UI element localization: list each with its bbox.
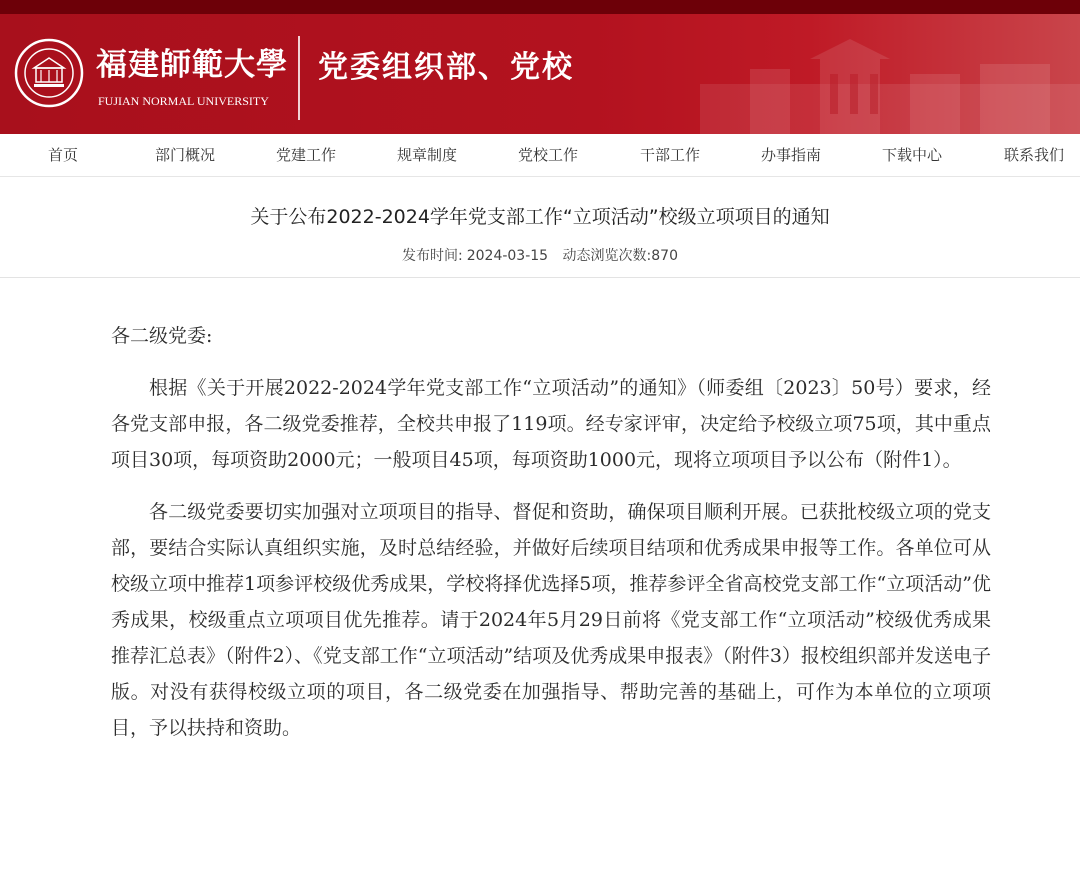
- article-title: 关于公布2022-2024学年党支部工作“立项活动”校级立项项目的通知: [250, 206, 830, 228]
- top-strip: [0, 0, 1080, 14]
- nav-item-guide[interactable]: 办事指南: [760, 146, 821, 164]
- publish-info: [402, 248, 548, 264]
- department-title: 党委组织部、党校: [318, 50, 574, 85]
- nav-item-party-building[interactable]: 党建工作: [275, 146, 336, 164]
- banner-divider: [298, 36, 300, 120]
- article-paragraph-2: 各二级党委要切实加强对立项项目的指导、督促和资助，确保项目顺利开展。已获批校级立项的党支部，要结合实际认真组织实施，及时总结经验，并做好后续项目结项和优秀成果申报等工作。各单位可从校级立项中推荐1项参评校级优秀成果，学校将择优选择5项，推荐参评全省高校党支部工作“立项活动”优秀成果，校级重点立项项目优先推荐。请于2024年5月29日前将《党支部工作“立项活动”校级优秀成果推荐汇总表》（附件2）、《党支部工作“立项活动”结项及优秀成果申报表》（附件3）报校组织部并发送电子版。对没有获得校级立项的项目，各二级党委在加强指导、帮助完善的基础上，可作为本单位的立项项目，予以扶持和资助。: [111, 501, 991, 739]
- views-count: 870: [651, 248, 678, 264]
- publish-date: 2024-03-15: [466, 248, 549, 264]
- nav-item-cadre[interactable]: 干部工作: [639, 146, 700, 164]
- article-paragraph-1: 根据《关于开展2022-2024学年党支部工作“立项活动”的通知》（师委组〔2023〕50号）要求，经各党支部申报，各二级党委推荐，全校共申报了119项。经专家评审，决定给予校级立项75项，其中重点项目30项，每项资助2000元；一般项目45项，每项资助1000元，现将立项项目予以公布（附件1）。: [111, 377, 991, 471]
- article-header: [0, 177, 1080, 278]
- salutation: 各二级党委:: [111, 325, 213, 347]
- views-info: [563, 248, 678, 264]
- nav-item-party-school[interactable]: 党校工作: [517, 146, 578, 164]
- publish-label: 发布时间:: [402, 248, 463, 264]
- site-banner: [0, 14, 1080, 134]
- nav-item-home[interactable]: 首页: [47, 146, 78, 164]
- school-name-cn: 福建師範大學: [96, 47, 288, 83]
- article-meta: [0, 245, 1080, 267]
- nav-item-overview[interactable]: 部门概况: [154, 146, 215, 164]
- article-body: [111, 318, 991, 762]
- school-name-en: FUJIAN NORMAL UNIVERSITY: [98, 94, 269, 108]
- campus-building-silhouette: [660, 14, 1080, 134]
- nav-item-contact[interactable]: 联系我们: [1003, 146, 1064, 164]
- views-label: 动态浏览次数:: [562, 248, 652, 264]
- university-seal-icon[interactable]: [14, 38, 84, 108]
- nav-item-downloads[interactable]: 下载中心: [881, 146, 942, 164]
- nav-item-regulations[interactable]: 规章制度: [396, 146, 457, 164]
- main-nav: [0, 134, 1080, 177]
